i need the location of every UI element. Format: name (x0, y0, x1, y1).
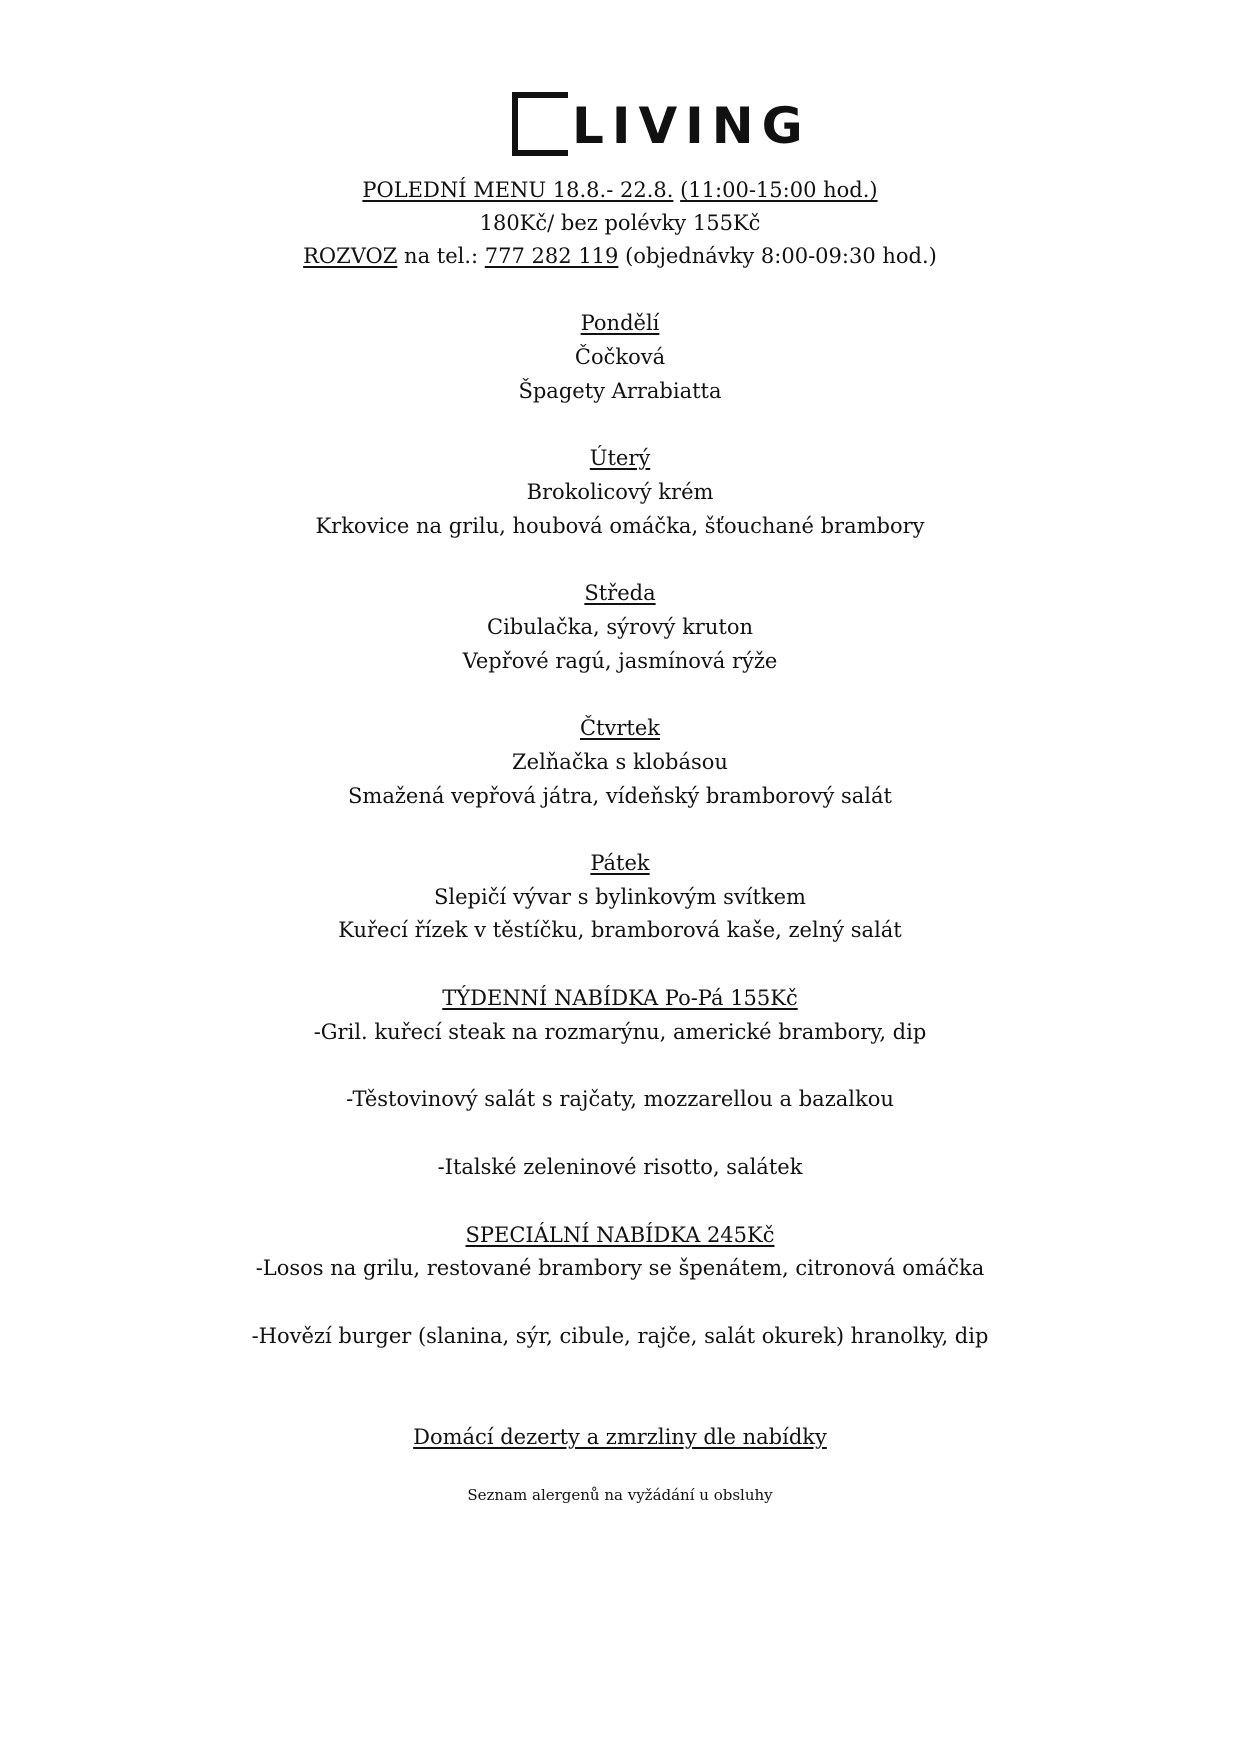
delivery-tel-prefix: na tel.: (404, 244, 479, 268)
logo-bracket-icon (512, 92, 568, 156)
day-heading: Středa (584, 581, 656, 605)
price-line: 180Kč/ bez polévky 155Kč (479, 211, 761, 235)
day-main: Krkovice na grilu, houbová omáčka, šťouchané brambory (315, 514, 925, 538)
menu-hours: (11:00-15:00 hod.) (680, 178, 878, 202)
day-heading: Pátek (590, 851, 650, 875)
day-heading: Úterý (589, 446, 651, 470)
day-soup: Brokolicový krém (526, 480, 714, 504)
day-heading: Pondělí (580, 311, 660, 335)
special-offer-title: SPECIÁLNÍ NABÍDKA 245Kč (465, 1223, 775, 1247)
day-soup: Cibulačka, sýrový kruton (487, 615, 753, 639)
day-main: Špagety Arrabiatta (518, 379, 722, 403)
desserts-note: Domácí dezerty a zmrzliny dle nabídky (413, 1425, 827, 1449)
day-soup: Čočková (574, 345, 666, 369)
delivery-orders: (objednávky 8:00-09:30 hod.) (625, 244, 937, 268)
weekly-offer-title: TÝDENNÍ NABÍDKA Po-Pá 155Kč (442, 986, 798, 1010)
delivery-label: ROZVOZ (303, 244, 398, 268)
special-offer-item: -Hovězí burger (slanina, sýr, cibule, rajče, salát okurek) hranolky, dip (251, 1324, 989, 1348)
delivery-line (0, 241, 1240, 271)
logo-text: LIVING (572, 97, 811, 155)
day-main: Kuřecí řízek v těstíčku, bramborová kaše, zelný salát (338, 918, 902, 942)
menu-title: POLEDNÍ MENU 18.8.- 22.8. (362, 178, 674, 202)
day-heading: Čtvrtek (579, 716, 660, 740)
weekly-offer-item: -Těstovinový salát s rajčaty, mozzarellou a bazalkou (346, 1087, 894, 1111)
day-soup: Slepičí vývar s bylinkovým svítkem (434, 885, 806, 909)
special-offer-item: -Losos na grilu, restované brambory se špenátem, citronová omáčka (255, 1256, 985, 1280)
day-main: Smažená vepřová játra, vídeňský bramborový salát (348, 784, 892, 808)
menu-title-line (0, 175, 1240, 205)
delivery-phone[interactable]: 777 282 119 (484, 244, 619, 268)
living-logo (512, 92, 811, 164)
allergens-note: Seznam alergenů na vyžádání u obsluhy (467, 1486, 773, 1504)
day-main: Vepřové ragú, jasmínová rýže (462, 649, 778, 673)
weekly-offer-item: -Gril. kuřecí steak na rozmarýnu, americké brambory, dip (313, 1020, 927, 1044)
day-soup: Zelňačka s klobásou (512, 750, 728, 774)
weekly-offer-item: -Italské zeleninové risotto, salátek (437, 1155, 803, 1179)
